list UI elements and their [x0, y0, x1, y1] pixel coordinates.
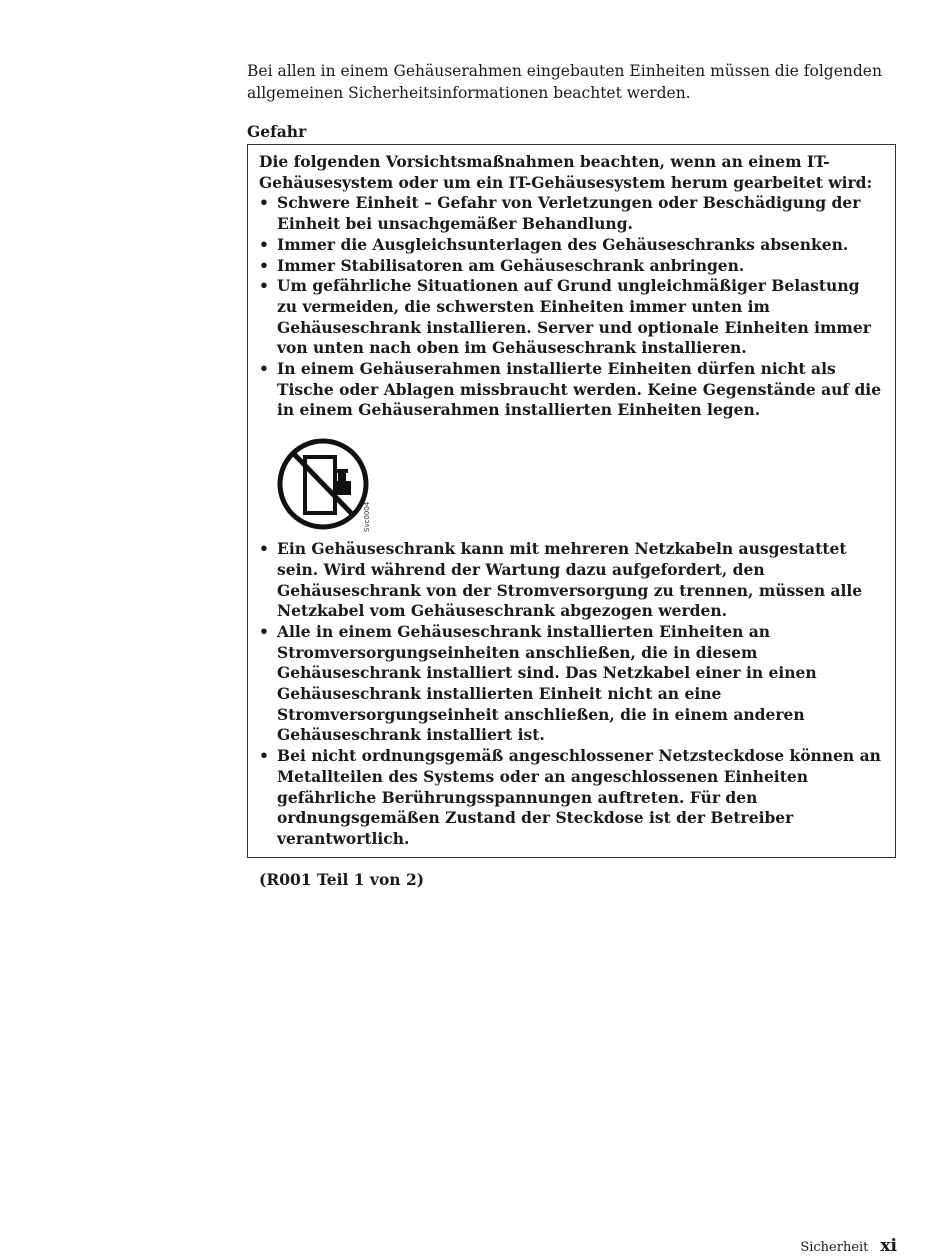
list-item: • In einem Gehäuserahmen installierte Einheiten dürfen nicht als Tische oder Ablagen missbraucht werden. Keine Gegenstände auf die in einem Gehäuserahmen installierten Einheiten legen. [259, 359, 883, 421]
reference-code: (R001 Teil 1 von 2) [259, 869, 425, 889]
precautions-list-top [259, 193, 883, 421]
danger-notice-box [247, 144, 896, 889]
precautions-list-bottom [259, 539, 883, 850]
page-footer [800, 1236, 897, 1256]
danger-box-intro: Die folgenden Vorsichtsmaßnahmen beachten, wenn an einem IT-Gehäusesystem oder um ein IT-Gehäusesystem herum gearbeitet wird: [259, 152, 873, 192]
footer-section-label: Sicherheit [800, 1240, 869, 1255]
page-number: xi [880, 1236, 897, 1256]
list-item: • Ein Gehäuseschrank kann mit mehreren Netzkabeln ausgestattet sein. Wird während der Wartung dazu aufgefordert, den Gehäuseschrank von der Stromversorgung zu trennen, müssen alle Netzkabel vom Gehäuseschrank abgezogen werden. [259, 539, 883, 622]
hazard-icon-code: Svc0004 [363, 501, 371, 533]
list-item: • Alle in einem Gehäuseschrank installierten Einheiten an Stromversorgungseinheiten anschließen, die in diesem Gehäuseschrank installiert sind. Das Netzkabel einer in einen Gehäuseschrank installierten Einheit nicht an eine Stromversorgungseinheit anschließen, die in einem anderen Gehäuseschrank installiert ist. [259, 622, 883, 746]
list-item: • Um gefährliche Situationen auf Grund ungleichmäßiger Belastung zu vermeiden, die schwersten Einheiten immer unten im Gehäuseschrank installieren. Server und optionale Einheiten immer von unten nach oben im Gehäuseschrank installieren. [259, 276, 883, 359]
list-item: • Immer Stabilisatoren am Gehäuseschrank anbringen. [259, 256, 883, 277]
intro-paragraph: Bei allen in einem Gehäuserahmen eingebauten Einheiten müssen die folgenden allgemeinen Sicherheitsinformationen beachtet werden. [247, 62, 882, 102]
danger-heading: Gefahr [247, 122, 307, 141]
list-item: • Immer die Ausgleichsunterlagen des Gehäuseschranks absenken. [259, 235, 883, 256]
no-objects-on-rack-icon [277, 435, 377, 535]
list-item: • Schwere Einheit – Gefahr von Verletzungen oder Beschädigung der Einheit bei unsachgemäßer Behandlung. [259, 193, 883, 234]
list-item: • Bei nicht ordnungsgemäß angeschlossener Netzsteckdose können an Metallteilen des Systems oder an angeschlossenen Einheiten gefährliche Berührungsspannungen auftreten. Für den ordnungsgemäßen Zustand der Steckdose ist der Betreiber verantwortlich. [259, 746, 883, 850]
